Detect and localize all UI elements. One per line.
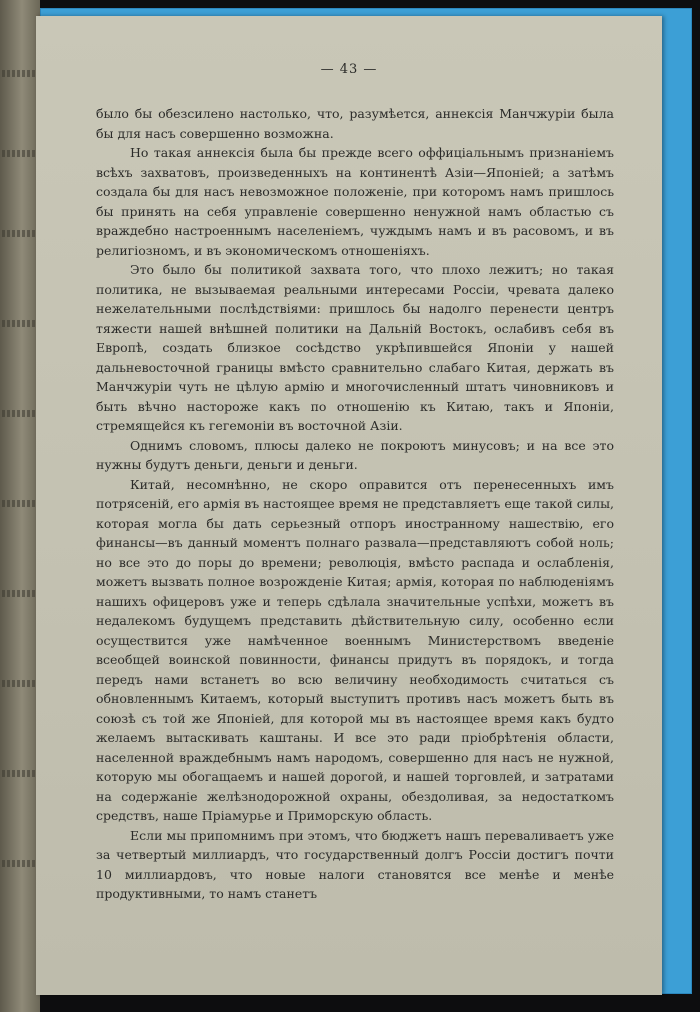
book-page	[36, 16, 662, 995]
paragraph-1: было бы обезсилено настолько, что, разумѣется, аннексія Манчжуріи была бы для насъ совершенно возможна.	[96, 106, 614, 141]
paragraph-3: Это было бы политикой захвата того, что плохо лежитъ; но такая политика, не вызываемая реальными интересами Россіи, чревата далеко нежелательными послѣдствіями: пришлось бы надолго перенести центръ тяжести нашей внѣшней политики на Дальній Востокъ, ослабивъ себя въ Европѣ, создать близкое сосѣдство укрѣпившейся Японіи у нашей дальневосточной границы вмѣсто сравнительно слабаго Китая, держать въ Манчжуріи чуть не цѣлую армію и многочисленный штатъ чиновниковъ и быть вѣчно настороже какъ по отношенію къ Китаю, такъ и Японіи, стремящейся къ гегемоніи въ восточной Азіи.	[96, 262, 614, 433]
page-body	[96, 104, 614, 904]
facing-page-edge	[0, 0, 40, 1012]
paragraph-5: Китай, несомнѣнно, не скоро оправится отъ перенесенныхъ имъ потрясеній, его армія въ настоящее время не представляетъ еще такой силы, которая могла бы дать серьезный отпоръ иностранному нашествію, его финансы—въ данный моментъ полнаго развала—представляютъ собой ноль; но все это до поры до времени; революція, вмѣсто распада и ослабленія, можетъ вызвать полное возрожденіе Китая; армія, которая по наблюденіямъ нашихъ офицеровъ уже и теперь сдѣлала значительные успѣхи, можетъ въ недалекомъ будущемъ представить дѣйствительную силу, особенно если осуществится уже намѣченное военнымъ Министерствомъ введеніе всеобщей воинской повинности, финансы придутъ въ порядокъ, и тогда передъ нами встанетъ во всю величину необходимость считаться съ обновленнымъ Китаемъ, который выступитъ противъ насъ можетъ быть въ союзѣ съ той же Японіей, для которой мы въ настоящее время какъ будто желаемъ вытаскивать каштаны. И все это ради пріобрѣтенія области, населенной враждебнымъ намъ народомъ, совершенно для насъ не нужной, которую мы обогащаемъ и нашей дорогой, и нашей торговлей, и затратами на содержаніе желѣзнодорожной охраны, обездоливая, за недостаткомъ средствъ, наше Пріамурье и Приморскую область.	[96, 476, 614, 823]
paragraph-4: Однимъ словомъ, плюсы далеко не покроютъ минусовъ; и на все это нужны будутъ деньги, деньги и деньги.	[96, 437, 614, 472]
paragraph-6: Если мы припомнимъ при этомъ, что бюджетъ нашъ переваливаетъ уже за четвертый миллиардъ, что государственный долгъ Россіи достигъ почти 10 миллиардовъ, что новые налоги становятся все менѣе и менѣе продуктивными, то намъ станетъ	[96, 827, 614, 901]
page-number: — 43 —	[320, 62, 378, 77]
paragraph-2: Но такая аннексія была бы прежде всего оффиціальнымъ признаніемъ всѣхъ захватовъ, произведенныхъ на континентѣ Азіи—Японіей; а затѣмъ создала бы для насъ невозможное положеніе, при которомъ намъ пришлось бы принять на себя управленіе совершенно ненужной намъ областью съ враждебно настроеннымъ населеніемъ, чуждымъ намъ и въ расовомъ, и въ религіозномъ, и въ экономическомъ отношеніяхъ.	[96, 145, 614, 258]
